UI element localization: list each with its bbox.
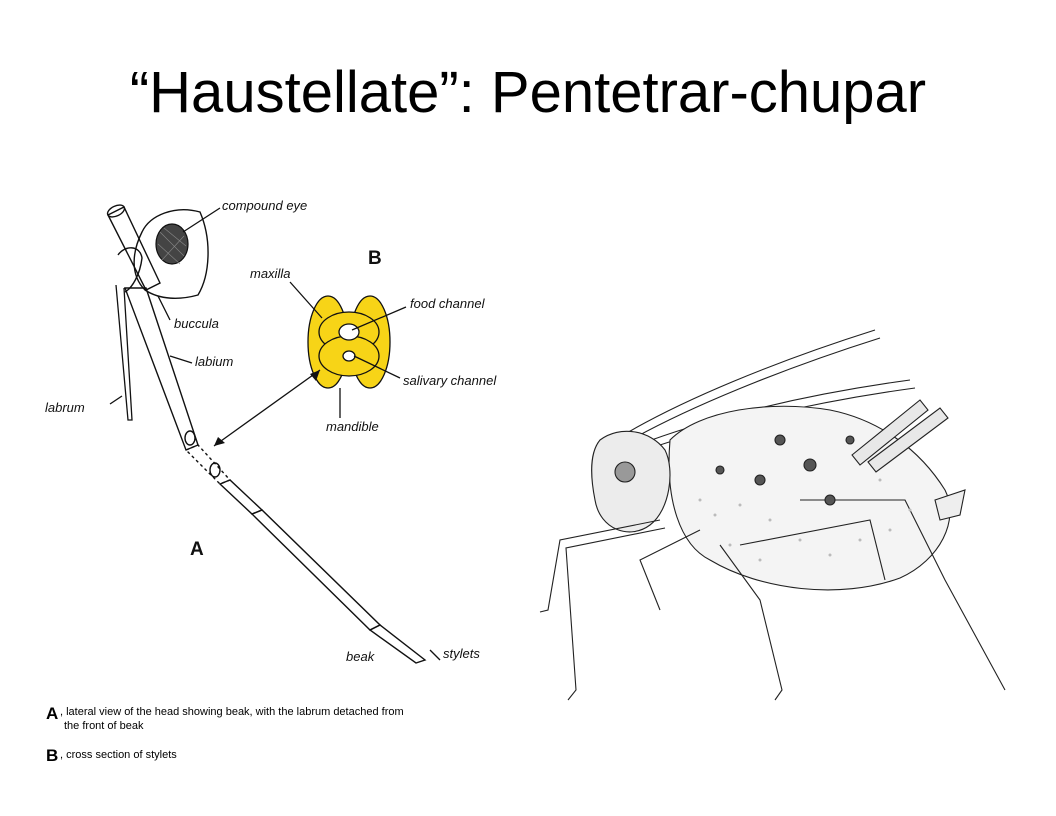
- label-beak: beak: [346, 649, 375, 664]
- caption-a-text-2: the front of beak: [64, 720, 144, 732]
- slide-title: “Haustellate”: Pentetrar-chupar: [129, 60, 927, 125]
- label-stylets: stylets: [443, 646, 480, 661]
- caption-a-text-1: , lateral view of the head showing beak, with the labrum detached from: [60, 706, 404, 718]
- label-panel-b: B: [368, 248, 382, 269]
- label-food-channel: food channel: [410, 296, 485, 311]
- caption-a-letter: A: [46, 704, 59, 723]
- label-labrum: labrum: [45, 400, 85, 415]
- label-panel-a: A: [190, 539, 204, 560]
- label-compound-eye: compound eye: [222, 198, 308, 213]
- label-mandible: mandible: [326, 419, 379, 434]
- label-labium: labium: [195, 354, 234, 369]
- caption-b-letter: B: [46, 746, 59, 765]
- label-buccula: buccula: [174, 316, 219, 331]
- caption-b-text: , cross section of stylets: [60, 749, 177, 761]
- label-maxilla: maxilla: [250, 266, 291, 281]
- label-salivary-channel: salivary channel: [403, 373, 497, 388]
